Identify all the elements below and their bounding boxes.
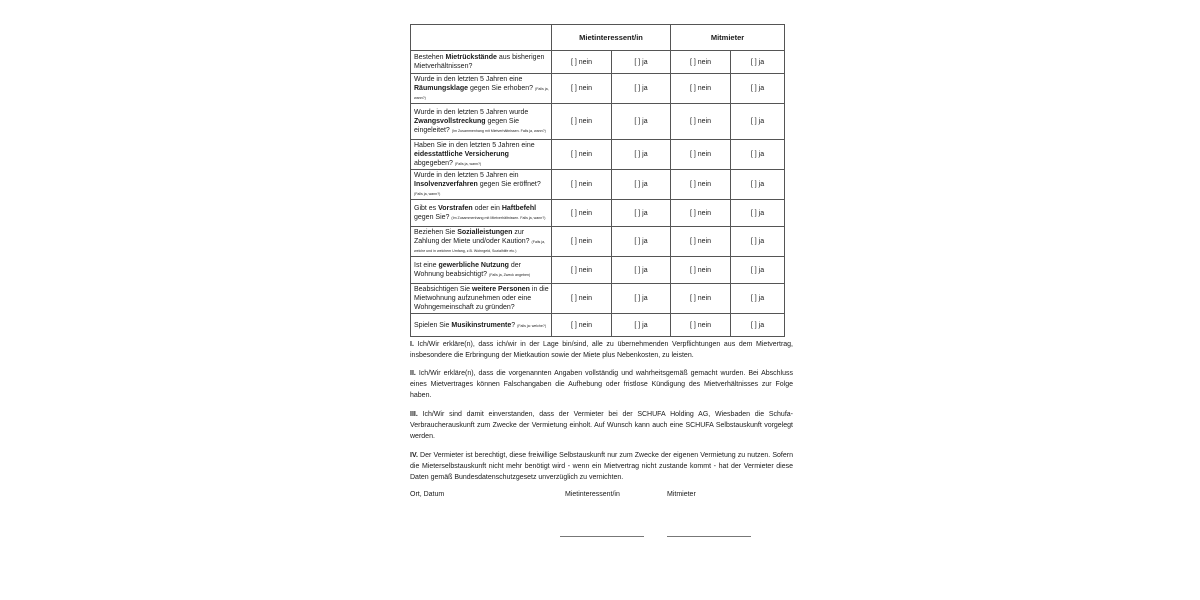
co-tenant-ja-checkbox[interactable]: [ ] ja xyxy=(731,200,785,227)
question-row xyxy=(411,74,785,104)
question-text: Spielen Sie Musikinstrumente? (Falls ja: welche?) xyxy=(411,314,552,337)
tenant-ja-checkbox[interactable]: [ ] ja xyxy=(612,140,671,170)
tenant-nein-checkbox[interactable]: [ ] nein xyxy=(552,200,612,227)
co-tenant-nein-checkbox[interactable]: [ ] nein xyxy=(671,104,731,140)
question-row xyxy=(411,140,785,170)
question-footnote: (Im Zusammenhang mit Mietverhältnissen. Falls ja, wann?) xyxy=(451,129,546,133)
tenant-nein-checkbox[interactable]: [ ] nein xyxy=(552,257,612,284)
tenant-ja-checkbox[interactable]: [ ] ja xyxy=(612,104,671,140)
co-tenant-signature-label: Mitmieter xyxy=(667,491,696,498)
tenant-nein-checkbox[interactable]: [ ] nein xyxy=(552,74,612,104)
question-footnote: (Falls ja, wann?) xyxy=(414,192,441,196)
question-text: Ist eine gewerbliche Nutzung der Wohnung beabsichtigt? (Falls ja, Zweck angeben) xyxy=(411,257,552,284)
question-text: Wurde in den letzten 5 Jahren eine Räumungsklage gegen Sie erhoben? (Falls ja, wann?) xyxy=(411,74,552,104)
question-row xyxy=(411,200,785,227)
question-row xyxy=(411,284,785,314)
tenant-ja-checkbox[interactable]: [ ] ja xyxy=(612,170,671,200)
co-tenant-nein-checkbox[interactable]: [ ] nein xyxy=(671,257,731,284)
co-tenant-signature-line xyxy=(667,536,751,537)
paragraph-3: III. Ich/Wir sind damit einverstanden, dass der Vermieter bei der SCHUFA Holding AG, Wiesbaden die Schufa-Verbraucherauskunft zum Zwecke der Vermietung einholt. Auf Wunsch kann auch eine SCHUFA Selbstauskunft vorgelegt werden. xyxy=(410,411,793,441)
question-text: Bestehen Mietrückstände aus bisherigen Mietverhältnissen? xyxy=(411,51,552,74)
place-date-label: Ort, Datum xyxy=(410,491,445,498)
co-tenant-nein-checkbox[interactable]: [ ] nein xyxy=(671,200,731,227)
question-footnote: (Im Zusammenhang mit Mietverhältnissen. Falls ja, wann?) xyxy=(451,216,546,220)
tenant-ja-checkbox[interactable]: [ ] ja xyxy=(612,227,671,257)
paragraph-4: IV. Der Vermieter ist berechtigt, diese freiwillige Selbstauskunft nur zum Zwecke der eigenen Vermietung zu nutzen. Sofern die Mieterselbstauskunft nicht mehr benötigt wird - wenn ein Mietvertrag nicht zustande kommt - hat der Vermieter diese Daten gemäß Bundesdatenschutzgesetz unverzüglich zu vernichten. xyxy=(410,452,793,482)
question-table xyxy=(410,24,785,337)
question-footnote: (Falls ja, wann?) xyxy=(414,87,549,100)
question-row xyxy=(411,227,785,257)
question-footnote: (Falls ja, wann?) xyxy=(454,162,482,166)
co-tenant-nein-checkbox[interactable]: [ ] nein xyxy=(671,227,731,257)
co-tenant-ja-checkbox[interactable]: [ ] ja xyxy=(731,140,785,170)
tenant-nein-checkbox[interactable]: [ ] nein xyxy=(552,104,612,140)
question-text: Beabsichtigen Sie weitere Personen in die Mietwohnung aufzunehmen oder eine Wohngemeinschaft zu gründen? xyxy=(411,284,552,314)
header-tenant: Mietinteressent/in xyxy=(552,25,671,51)
question-text: Wurde in den letzten 5 Jahren wurde Zwangsvollstreckung gegen Sie eingeleitet? (Im Zusammenhang mit Mietverhältnissen. Falls ja, wann?) xyxy=(411,104,552,140)
tenant-ja-checkbox[interactable]: [ ] ja xyxy=(612,74,671,104)
header-empty xyxy=(411,25,552,51)
tenant-nein-checkbox[interactable]: [ ] nein xyxy=(552,314,612,337)
paragraph-2: II. Ich/Wir erkläre(n), dass die vorgenannten Angaben vollständig und wahrheitsgemäß gemacht wurden. Bei Abschluss eines Mietvertrages können Falschangaben die Aufhebung oder fristlose Kündigung des Mietverhältnisses zur Folge haben. xyxy=(410,370,794,400)
tenant-ja-checkbox[interactable]: [ ] ja xyxy=(612,314,671,337)
co-tenant-nein-checkbox[interactable]: [ ] nein xyxy=(671,74,731,104)
co-tenant-nein-checkbox[interactable]: [ ] nein xyxy=(671,51,731,74)
question-rows xyxy=(411,51,785,337)
co-tenant-nein-checkbox[interactable]: [ ] nein xyxy=(671,170,731,200)
tenant-signature-label: Mietinteressent/in xyxy=(565,491,620,498)
question-row xyxy=(411,104,785,140)
question-text: Beziehen Sie Sozialleistungen zur Zahlung der Miete und/oder Kaution? (Falls ja, welche und in welchem Umfang, z.B. Wohngeld, Sozialhilfe etc.) xyxy=(411,227,552,257)
question-footnote: (Falls ja: welche?) xyxy=(517,323,547,328)
co-tenant-ja-checkbox[interactable]: [ ] ja xyxy=(731,227,785,257)
tenant-nein-checkbox[interactable]: [ ] nein xyxy=(552,51,612,74)
question-row xyxy=(411,257,785,284)
tenant-nein-checkbox[interactable]: [ ] nein xyxy=(552,170,612,200)
tenant-ja-checkbox[interactable]: [ ] ja xyxy=(612,257,671,284)
co-tenant-ja-checkbox[interactable]: [ ] ja xyxy=(731,314,785,337)
tenant-nein-checkbox[interactable]: [ ] nein xyxy=(552,284,612,314)
co-tenant-ja-checkbox[interactable]: [ ] ja xyxy=(731,170,785,200)
co-tenant-ja-checkbox[interactable]: [ ] ja xyxy=(731,284,785,314)
co-tenant-nein-checkbox[interactable]: [ ] nein xyxy=(671,284,731,314)
tenant-nein-checkbox[interactable]: [ ] nein xyxy=(552,227,612,257)
question-text: Gibt es Vorstrafen oder ein Haftbefehl gegen Sie? (Im Zusammenhang mit Mietverhältnissen. Falls ja, wann?) xyxy=(411,200,552,227)
question-text: Haben Sie in den letzten 5 Jahren eine eidesstattliche Versicherung abgegeben? (Falls ja, wann?) xyxy=(411,140,552,170)
self-disclosure-form xyxy=(410,24,794,498)
co-tenant-ja-checkbox[interactable]: [ ] ja xyxy=(731,104,785,140)
question-footnote: (Falls ja, welche und in welchem Umfang, z.B. Wohngeld, Sozialhilfe etc.) xyxy=(414,240,546,253)
question-row xyxy=(411,51,785,74)
tenant-signature-line xyxy=(560,536,644,537)
tenant-ja-checkbox[interactable]: [ ] ja xyxy=(612,51,671,74)
tenant-nein-checkbox[interactable]: [ ] nein xyxy=(552,140,612,170)
question-footnote: (Falls ja, Zweck angeben) xyxy=(489,273,531,277)
tenant-ja-checkbox[interactable]: [ ] ja xyxy=(612,200,671,227)
header-co-tenant: Mitmieter xyxy=(671,25,785,51)
co-tenant-ja-checkbox[interactable]: [ ] ja xyxy=(731,51,785,74)
paragraph-1: I. Ich/Wir erkläre(n), dass ich/wir in der Lage bin/sind, alle zu übernehmenden Verpflichtungen aus dem Mietvertrag, insbesondere die Erbringung der Mietkaution sowie der Miete plus Nebenkosten, zu leisten. xyxy=(410,341,794,360)
co-tenant-nein-checkbox[interactable]: [ ] nein xyxy=(671,314,731,337)
question-row xyxy=(411,314,785,337)
question-row xyxy=(411,170,785,200)
co-tenant-ja-checkbox[interactable]: [ ] ja xyxy=(731,74,785,104)
question-text: Wurde in den letzten 5 Jahren ein Insolvenzverfahren gegen Sie eröffnet? (Falls ja, wann?) xyxy=(411,170,552,200)
co-tenant-nein-checkbox[interactable]: [ ] nein xyxy=(671,140,731,170)
co-tenant-ja-checkbox[interactable]: [ ] ja xyxy=(731,257,785,284)
tenant-ja-checkbox[interactable]: [ ] ja xyxy=(612,284,671,314)
